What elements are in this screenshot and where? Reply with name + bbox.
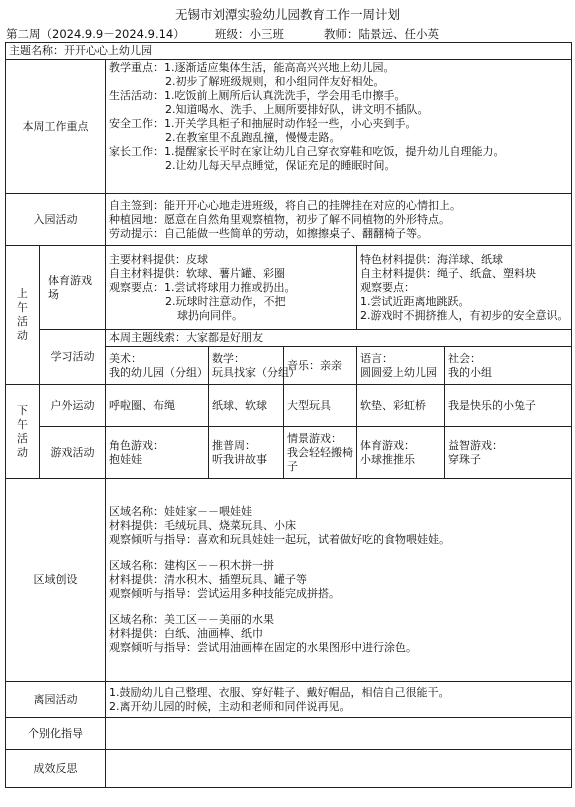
- safety-work-1: 安全工作：1.开关学具柜子和抽屉时动作轻一些，小心夹到手。: [109, 117, 417, 130]
- game-puzzle: 益智游戏： 穿珠子: [445, 427, 572, 479]
- learning-label: 学习活动: [40, 330, 106, 385]
- parent-work-1: 家长工作：1.提醒家长平时在家让幼儿自己穿衣穿鞋和吃饭，提升幼儿自理能力。: [109, 145, 505, 158]
- plan-table: [5, 42, 572, 788]
- arrival-signin: 自主签到：能开开心心地走进班级，将自己的挂牌挂在对应的心情扣上。: [109, 198, 461, 212]
- outdoor-item: 我是快乐的小兔子: [445, 385, 572, 427]
- area-build-materials: 材料提供：清水积木、插塑玩具、罐子等: [109, 573, 307, 586]
- area-art-materials: 材料提供：白纸、油画棒、纸巾: [109, 627, 263, 640]
- theme-name: 主题名称：开开心心上幼儿园: [6, 43, 572, 60]
- arrival-garden: 种植园地：愿意在自然角里观察植物，初步了解不同植物的外形特点。: [109, 212, 450, 226]
- area-doll-materials: 材料提供：毛绒玩具、烧菜玩具、小床: [109, 519, 296, 532]
- area-doll-name: 区域名称：娃娃家－－喂娃娃: [109, 505, 252, 518]
- afternoon-label: 下 午 活 动: [6, 385, 40, 479]
- learning-social: 社会： 我的小组: [445, 347, 572, 385]
- outdoor-item: 大型玩具: [284, 385, 357, 427]
- teacher-names: 教师：陆景远、任小英: [324, 27, 439, 41]
- pe-right-content: 特色材料提供：海洋球、纸球 自主材料提供：绳子、纸盒、塑料块 观察要点： 1.尝试近距离地跳跃。 2.游戏时不拥挤推人，有初步的安全意识。: [357, 246, 572, 330]
- life-activity-2: 2.知道喝水、洗手、上厕所要排好队，讲文明不插队。: [165, 103, 429, 116]
- individual-guidance-label: 个别化指导: [6, 718, 106, 750]
- reflection-content: [106, 750, 572, 788]
- parent-work-2: 2.让幼儿每天早点睡觉，保证充足的睡眠时间。: [165, 159, 396, 172]
- outdoor-item: 软垫、彩虹桥: [357, 385, 445, 427]
- morning-label: 上 午 活 动: [6, 246, 40, 385]
- areas-label: 区域创设: [6, 479, 106, 682]
- theme-clue: 本周主题线索：大家都是好朋友: [106, 330, 572, 347]
- learning-music: 音乐：亲亲: [284, 347, 357, 385]
- weekly-focus-content: [106, 60, 572, 194]
- pe-left-content: 主要材料提供：皮球 自主材料提供：软球、薯片罐、彩圈 观察要点：1.尝试将球用力推或扔出。 2.玩球时注意动作，不把 球扔向同伴。: [106, 246, 357, 330]
- area-build-name: 区域名称：建构区－－积木拼一拼: [109, 559, 274, 572]
- learning-language: 语言： 圆圆爱上幼儿园: [357, 347, 445, 385]
- class-name: 班级：小三班: [215, 27, 284, 41]
- games-label: 游戏活动: [40, 427, 106, 479]
- learning-math: 数学： 玩具找家（分组）: [209, 347, 284, 385]
- outdoor-item: 呼啦圈、布绳: [106, 385, 209, 427]
- weekly-focus-label: 本周工作重点: [6, 60, 106, 194]
- area-art-guidance: 观察倾听与指导：尝试用油画棒在固定的水果图形中进行涂色。: [109, 641, 417, 654]
- safety-work-2: 2.在教室里不乱跑乱撞，慢慢走路。: [165, 131, 341, 144]
- area-doll-guidance: 观察倾听与指导：喜欢和玩具娃娃一起玩，试着做好吃的食物喂娃娃。: [109, 533, 450, 546]
- outdoor-item: 纸球、软球: [209, 385, 284, 427]
- week-range: 第二周（2024.9.9－2024.9.14）: [6, 27, 185, 41]
- game-role: 角色游戏： 抱娃娃: [106, 427, 209, 479]
- learning-art: 美术： 我的幼儿园（分组）: [106, 347, 209, 385]
- departure-label: 离园活动: [6, 682, 106, 718]
- game-mandarin: 推普周： 听我讲故事: [209, 427, 284, 479]
- departure-content: 1.鼓励幼儿自己整理、衣服、穿好鞋子、戴好帽品，相信自己很能干。 2.离开幼儿园的时候，主动和老师和同伴说再见。: [106, 682, 572, 718]
- areas-content: [106, 479, 572, 682]
- arrival-label: 入园活动: [6, 194, 106, 246]
- arrival-content: [106, 194, 572, 246]
- reflection-label: 成效反思: [6, 750, 106, 788]
- individual-guidance-content: [106, 718, 572, 750]
- pe-game-label: 体育游戏场: [40, 246, 106, 330]
- area-build-guidance: 观察倾听与指导：尝试运用多种技能完成拼搭。: [109, 587, 340, 600]
- teaching-focus-1: 教学重点：1.逐渐适应集体生活，能高高兴兴地上幼儿园。: [109, 61, 395, 74]
- game-sports: 体育游戏： 小球推推乐: [357, 427, 445, 479]
- area-art-name: 区域名称：美工区－－美丽的水果: [109, 613, 274, 626]
- life-activity-1: 生活活动：1.吃饭前上厕所后认真洗洗手，学会用毛巾擦手。: [109, 89, 406, 102]
- page-title: 无锡市刘潭实验幼儿园教育工作一周计划: [174, 7, 400, 22]
- arrival-labor: 劳动提示：自己能做一些简单的劳动，如擦擦桌子、翻翻椅子等。: [109, 226, 428, 240]
- outdoor-label: 户外运动: [40, 385, 106, 427]
- teaching-focus-2: 2.初步了解班级规则，和小组同伴友好相处。: [165, 75, 385, 88]
- game-scene: 情景游戏： 我会轻轻搬椅子: [284, 427, 357, 479]
